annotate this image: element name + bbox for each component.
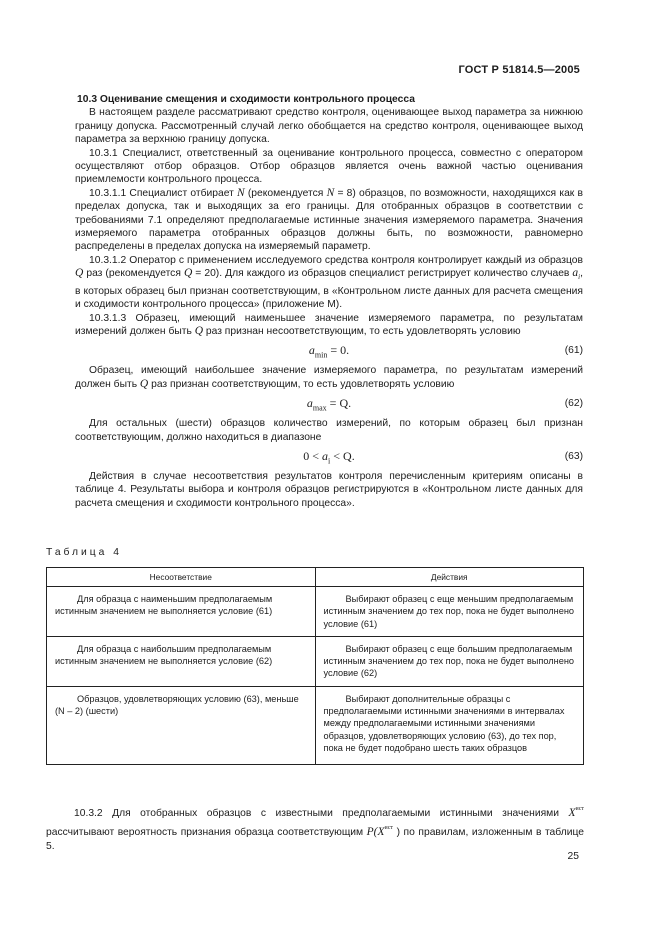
table-cell: Выбирают дополнительные образцы с предполагаемыми истинными значениями в интервалах между предполагаемыми истинными значениями образцов, удовлетворяющих условию (63), до тех пор, пока не будет подобрано шесть таких образцов [315, 686, 584, 764]
table-cell: Образцов, удовлетворяющих условию (63), меньше (N – 2) (шести) [47, 686, 316, 764]
paragraph-10-3-2: 10.3.2 Для отобранных образцов с известными предполагаемыми истинными значениями $X^{ист}$ рассчитывают вероятность признания образца соответствующим $P(X^{ист}$ ) по правилам, изложенным в таблице 5. [46, 806, 584, 852]
paragraph-10-3-1-3: 10.3.1.3 Образец, имеющий наименьшее значение измеряемого параметра, по результатам измерений должен быть Q раз признан несоответствующим, то есть удовлетворять условию [75, 312, 583, 337]
table-cell: Для образца с наименьшим предполагаемым истинным значением не выполняется условие (61) [47, 587, 316, 637]
paragraph-10-3-1: 10.3.1 Специалист, ответственный за оценивание контрольного процесса, совместно с оператором осуществляют отбор образцов. Отбор образцов является очень важной частью оценивания приемлемости контрольного процесса. [75, 147, 583, 186]
table-row [47, 686, 584, 764]
table-row [47, 587, 584, 637]
page-number: 25 [567, 851, 579, 862]
table-cell: Для образца с наибольшим предполагаемым истинным значением не выполняется условие (62) [47, 636, 316, 686]
table-cell: Выбирают образец с еще большим предполагаемым истинным значением до тех пор, пока не будет выполнено условие (62) [315, 636, 584, 686]
section-title: 10.3 Оценивание смещения и сходимости контрольного процесса [77, 94, 415, 105]
formula-61: $a_{min} = 0$. (61) [308, 343, 583, 360]
table-header-cell: Действия [315, 568, 584, 587]
paragraph-10-3-1-2: 10.3.1.2 Оператор с применением исследуемого средства контроля контролирует каждый из образцов Q раз (рекомендуется Q = 20). Для каждого из образцов специалист регистрирует количество случаев $a_i$, в которых образец был признан соответствующим, в «Контрольном листе данных для расчета смещения и сходимости контрольного процесса» (приложение М). [75, 254, 583, 311]
table-row [47, 636, 584, 686]
formula-63: $0 < a_i < Q$. (63) [303, 448, 583, 466]
paragraph-intro: В настоящем разделе рассматривают средство контроля, оценивающее выход параметра за нижнюю границу допуска. Рассмотренный случай легко обобщается на средство контроля, оценивающее выход параметра за верхнюю границу допуска. [75, 107, 583, 146]
paragraph-max-sample: Образец, имеющий наибольшее значение измеряемого параметра, по результатам измерений должен быть Q раз признан соответствующим, то есть удовлетворять условию [75, 365, 583, 390]
table-4 [46, 567, 584, 765]
main-text [75, 93, 583, 510]
table-caption: Таблица 4 [46, 547, 122, 558]
formula-62: $a_{max} = Q$. (62) [306, 396, 583, 413]
paragraph-remaining-samples: Для остальных (шести) образцов количество измерений, по которым образец был признан соответствующим, должно находиться в диапазоне [75, 418, 583, 443]
document-code: ГОСТ Р 51814.5—2005 [458, 64, 580, 76]
table-header-cell: Несоответствие [47, 568, 316, 587]
paragraph-10-3-1-1: 10.3.1.1 Специалист отбирает N (рекомендуется N = 8) образцов, по возможности, находящихся как в пределах допуска, так и выходящих за его границы. Для отобранных образцов в соответствии с требованиями 7.1 определяют предполагаемые истинные значения измеряемого параметра. Значения измеряемого параметра отобранных образцов должны быть, по возможности, равномерно распределены в пределах допуска на измеряемый параметр. [75, 186, 583, 253]
table-header-row [47, 568, 584, 587]
paragraph-actions: Действия в случае несоответствия результатов контроля перечисленным критериям описаны в таблице 4. Результаты выбора и контроля образцов регистрируются в «Контрольном листе данных для расчета смещения и сходимости контрольного процесса». [75, 470, 583, 509]
table-cell: Выбирают образец с еще меньшим предполагаемым истинным значением до тех пор, пока не будет выполнено условие (61) [315, 587, 584, 637]
